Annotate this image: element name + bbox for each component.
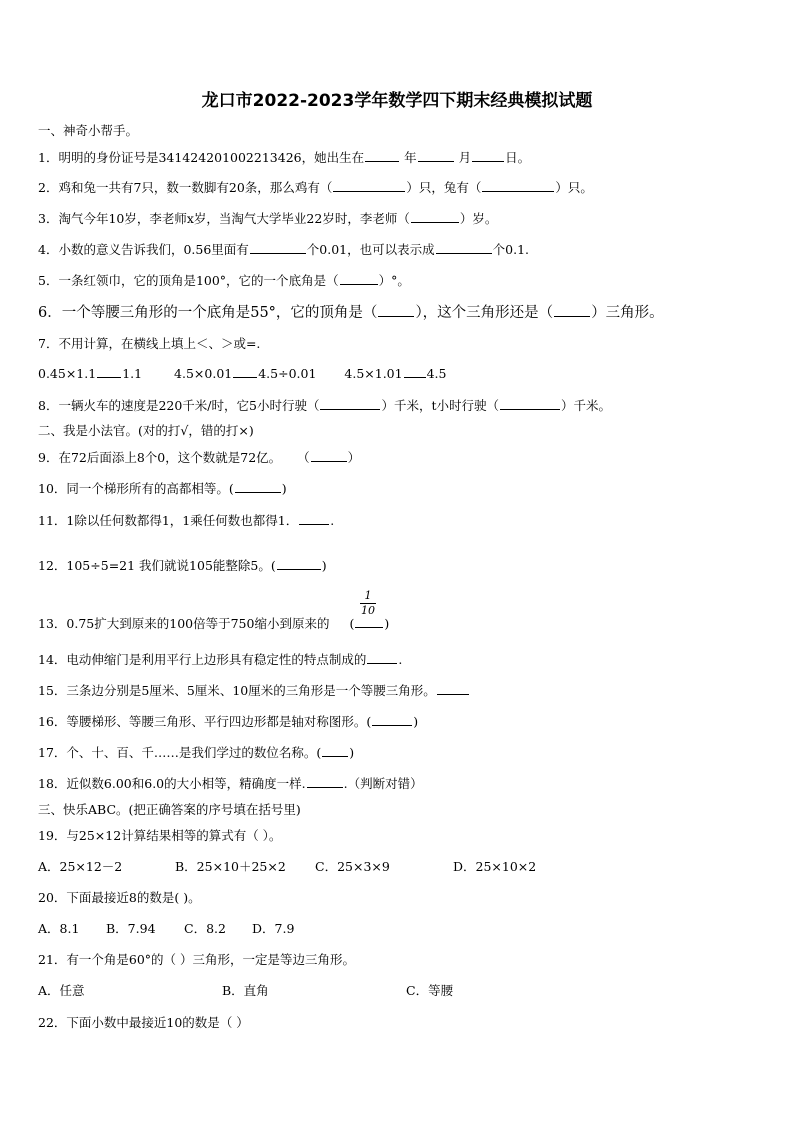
answer-blank[interactable] <box>277 557 321 570</box>
question-14: 14．电动伸缩门是利用平行上边形具有稳定性的特点制成的 . <box>38 652 403 667</box>
answer-blank[interactable] <box>365 149 399 162</box>
answer-blank[interactable] <box>554 304 590 317</box>
answer-blank[interactable] <box>418 149 454 162</box>
question-20-options <box>38 919 294 937</box>
compare-blank[interactable] <box>233 365 257 378</box>
question-3: 3．淘气今年10岁，李老师x岁，当淘气大学毕业22岁时，李老师（ ）岁。 <box>38 211 498 226</box>
answer-blank[interactable] <box>411 210 459 223</box>
answer-blank[interactable] <box>340 272 378 285</box>
answer-blank[interactable] <box>311 449 347 462</box>
question-19: 19．与25×12计算结果相等的算式有（ ）。 <box>38 828 282 843</box>
answer-blank[interactable] <box>482 179 554 192</box>
compare-blank[interactable] <box>97 365 121 378</box>
question-16: 16．等腰梯形、等腰三角形、平行四边形都是轴对称图形。( ) <box>38 714 419 729</box>
question-8: 8．一辆火车的速度是220千米/时，它5小时行驶（ ）千米，t小时行驶（ ）千米。 <box>38 398 612 413</box>
option-d[interactable]: D．7.9 <box>252 921 295 936</box>
question-1: 1．明明的身份证号是341424201002213426，她出生在 年 月 日。 <box>38 150 531 165</box>
question-22: 22．下面小数中最接近10的数是（ ） <box>38 1015 249 1030</box>
question-13: 13．0.75扩大到原来的100倍等于750缩小到原来的 ( ) <box>38 616 390 631</box>
answer-blank[interactable] <box>322 744 348 757</box>
question-7: 7．不用计算，在横线上填上＜、＞或=. <box>38 336 261 351</box>
answer-blank[interactable] <box>333 179 405 192</box>
question-2: 2．鸡和兔一共有7只，数一数脚有20条，那么鸡有（ ）只，兔有（ ）只。 <box>38 180 593 195</box>
option-c[interactable]: C．25×3×9 <box>315 859 390 874</box>
question-4: 4．小数的意义告诉我们，0.56里面有 个0.01，也可以表示成 个0.1. <box>38 242 529 257</box>
option-d[interactable]: D．25×10×2 <box>453 859 537 874</box>
section-3-heading: 三、快乐ABC。(把正确答案的序号填在括号里) <box>38 802 301 817</box>
question-19-options <box>38 857 536 875</box>
answer-blank[interactable] <box>250 241 306 254</box>
question-7-expressions: 0.45×1.1 1.1 4.5×0.01 4.5÷0.01 4.5×1.01 4.5 <box>38 366 447 381</box>
option-a[interactable]: A．任意 <box>38 983 85 998</box>
question-18: 18．近似数6.00和6.0的大小相等，精确度一样. .（判断对错） <box>38 776 423 791</box>
option-a[interactable]: A．25×12－2 <box>38 859 123 874</box>
answer-blank[interactable] <box>367 651 397 664</box>
question-9: 9．在72后面添上8个0，这个数就是72亿。 （ ） <box>38 450 361 465</box>
compare-blank[interactable] <box>404 365 426 378</box>
answer-blank[interactable] <box>437 682 469 695</box>
option-c[interactable]: C．等腰 <box>406 983 454 998</box>
answer-blank[interactable] <box>307 775 343 788</box>
question-5: 5．一条红领巾，它的顶角是100°，它的一个底角是（ ）°。 <box>38 273 410 288</box>
answer-blank[interactable] <box>500 397 560 410</box>
answer-blank[interactable] <box>299 512 329 525</box>
answer-blank[interactable] <box>235 480 281 493</box>
answer-blank[interactable] <box>320 397 380 410</box>
question-11: 11．1除以任何数都得1，1乘任何数也都得1． . <box>38 513 335 528</box>
question-6: 6．一个等腰三角形的一个底角是55°，它的顶角是（ ），这个三角形还是（ ）三角形。 <box>38 305 664 321</box>
answer-blank[interactable] <box>355 615 383 628</box>
option-b[interactable]: B．直角 <box>222 983 269 998</box>
question-15: 15．三条边分别是5厘米、5厘米、10厘米的三角形是一个等腰三角形。 <box>38 681 470 699</box>
answer-blank[interactable] <box>378 304 414 317</box>
question-21-options <box>38 981 453 999</box>
option-a[interactable]: A．8.1 <box>38 921 80 936</box>
question-20: 20．下面最接近8的数是( )。 <box>38 890 201 905</box>
answer-blank[interactable] <box>472 149 504 162</box>
question-17: 17．个、十、百、千……是我们学过的数位名称。( ) <box>38 745 355 760</box>
section-2-heading: 二、我是小法官。(对的打√，错的打×) <box>38 423 254 438</box>
question-12: 12．105÷5=21 我们就说105能整除5。( ) <box>38 558 327 573</box>
section-1-heading: 一、神奇小帮手。 <box>38 123 139 138</box>
answer-blank[interactable] <box>372 713 412 726</box>
page-title: 龙口市2022-2023学年数学四下期末经典模拟试题 <box>201 91 593 111</box>
question-21: 21．有一个角是60°的（ ）三角形，一定是等边三角形。 <box>38 952 356 967</box>
answer-blank[interactable] <box>436 241 492 254</box>
fraction-one-tenth: 1 10 <box>361 589 375 617</box>
option-b[interactable]: B．7.94 <box>106 921 156 936</box>
question-10: 10．同一个梯形所有的高都相等。( ) <box>38 481 287 496</box>
option-b[interactable]: B．25×10＋25×2 <box>175 859 286 874</box>
option-c[interactable]: C．8.2 <box>184 921 226 936</box>
